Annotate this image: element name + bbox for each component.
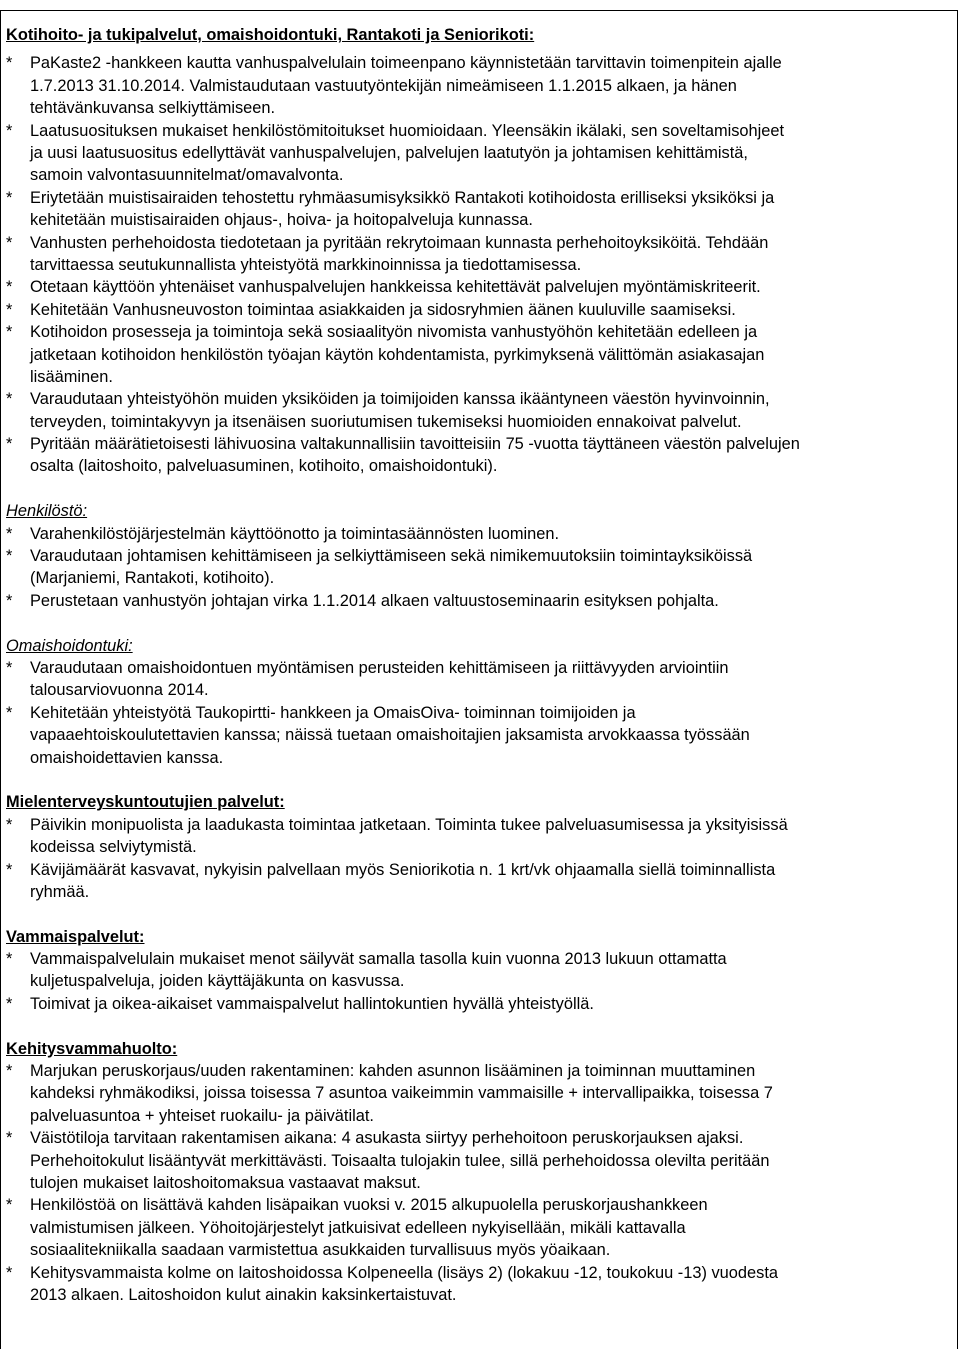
bullet-item	[6, 859, 952, 904]
bullet-marker: *	[6, 591, 13, 610]
bullet-text	[30, 948, 952, 993]
section-heading-omaishoidontuki: Omaishoidontuki:	[6, 636, 133, 655]
bullet-item	[6, 321, 952, 388]
bullet-item	[6, 702, 952, 769]
text-line: PaKaste2 -hankkeen kautta vanhuspalvelulain toimeenpano käynnistetään tarvittavin toimenpitein ajalle	[30, 54, 782, 73]
bullet-marker: *	[6, 233, 13, 252]
bullet-item	[6, 1194, 952, 1261]
text-line: Kehitetään Vanhusneuvoston toimintaa asiakkaiden ja sidosryhmien äänen kuuluville saamiseksi.	[30, 300, 736, 319]
text-line: 2013 alkaen. Laitoshoidon kulut ainakin kaksinkertaistuvat.	[30, 1285, 457, 1304]
text-line: Eriytetään muistisairaiden tehostettu ryhmäasumisyksikkö Rantakoti kotihoidosta erilliseksi yksiköksi ja	[30, 188, 775, 207]
bullet-item	[6, 299, 952, 321]
text-line: Kotihoidon prosesseja ja toimintoja sekä sosiaalityön nivomista vanhustyöhön kehitetään edelleen ja	[30, 323, 758, 342]
bullet-item	[6, 1060, 952, 1127]
bullet-text	[30, 299, 952, 321]
bullet-item	[6, 590, 952, 612]
bullet-text	[30, 1262, 952, 1307]
bullet-text	[30, 276, 952, 298]
text-line: tarvittaessa seutukunnallista yhteistyötä markkinoinnissa ja tiedottamisessa.	[30, 255, 582, 274]
bullet-marker: *	[6, 121, 13, 140]
bullet-marker: *	[6, 188, 13, 207]
bullet-item	[6, 52, 952, 119]
text-line: Kävijämäärät kasvavat, nykyisin palvellaan myös Seniorikotia n. 1 krt/vk ohjaamalla siellä toiminnallista	[30, 860, 776, 879]
text-line: osalta (laitoshoito, palveluasuminen, kotihoito, omaishoidontuki).	[30, 457, 498, 476]
text-line: Otetaan käyttöön yhtenäiset vanhuspalvelujen hankkeissa kehitettävät palvelujen myöntämiskriteerit.	[30, 278, 761, 297]
text-line: palveluasuntoa + yhteiset ruokailu- ja päivätilat.	[30, 1106, 374, 1125]
bullet-text	[30, 1060, 952, 1127]
bullet-marker: *	[6, 860, 13, 879]
text-line: omaishoidettavien kanssa.	[30, 748, 224, 767]
bullet-item	[6, 120, 952, 187]
text-line: Päivikin monipuolista ja laadukasta toimintaa jatketaan. Toiminta tukee palveluasumisessa ja yksityisissä	[30, 815, 788, 834]
bullet-marker: *	[6, 950, 13, 969]
bullet-text	[30, 232, 952, 277]
text-line: Varaudutaan omaishoidontuen myöntämisen perusteiden kehittämiseen ja riittävyyden arviointiin	[30, 659, 729, 677]
bullet-item	[6, 276, 952, 298]
text-line: ja uusi laatusuositus edellyttävät vanhuspalvelujen, palvelujen laatutyön ja johtamisen kehittämistä,	[30, 143, 748, 162]
main-heading: Kotihoito- ja tukipalvelut, omaishoidontuki, Rantakoti ja Seniorikoti:	[6, 26, 535, 44]
section-mielenterveys	[6, 769, 952, 903]
section-heading-henkilosto: Henkilöstö:	[6, 502, 88, 521]
bullet-text	[30, 321, 952, 388]
bullet-item	[6, 948, 952, 993]
text-line: Varaudutaan johtamisen kehittämiseen ja selkiyttämiseen sekä nimikemuutoksiin toimintayksiköissä	[30, 547, 753, 566]
bullet-text	[30, 590, 952, 612]
bullet-marker: *	[6, 1263, 13, 1282]
text-line: Pyritään määrätietoisesti lähivuosina valtakunnallisiin tavoitteisiin 75 -vuotta täyttäneen väestön palvelujen	[30, 435, 800, 454]
section-henkilosto	[6, 478, 952, 612]
text-line: kehitetään muistisairaiden ohjaus-, hoiva- ja hoitopalveluja kunnassa.	[30, 211, 533, 230]
text-line: 1.7.2013 31.10.2014. Valmistaudutaan vastuutyöntekijän nimeämiseen 1.1.2015 alkaen, ja hänen	[30, 76, 737, 95]
bullet-item	[6, 523, 952, 545]
text-line: samoin valvontasuunnitelmat/omavalvonta.	[30, 166, 344, 185]
text-line: talousarviovuonna 2014.	[30, 681, 209, 700]
bullet-text	[30, 388, 952, 433]
section-heading-mielenterveys: Mielenterveyskuntoutujien palvelut:	[6, 793, 285, 812]
bullet-marker: *	[6, 547, 13, 566]
text-line: Laatusuosituksen mukaiset henkilöstömitoitukset huomioidaan. Yleensäkin ikälaki, sen soveltamisohjeet	[30, 121, 785, 140]
text-line: Varahenkilöstöjärjestelmän käyttöönotto ja toimintasäännösten luominen.	[30, 524, 560, 543]
bullet-marker: *	[6, 300, 13, 319]
text-line: Henkilöstöä on lisättävä kahden lisäpaikan vuoksi v. 2015 alkupuolella peruskorjaushankkeen	[30, 1196, 708, 1215]
text-line: Varaudutaan yhteistyöhön muiden yksiköiden ja toimijoiden kanssa ikääntyneen väestön hyvinvoinnin,	[30, 390, 770, 409]
text-line: Väistötiloja tarvitaan rakentamisen aikana: 4 asukasta siirtyy perhehoitoon peruskorjauksen ajaksi.	[30, 1129, 744, 1148]
bullet-marker: *	[6, 994, 13, 1013]
bullet-item	[6, 1127, 952, 1194]
text-line: Kehitetään yhteistyötä Taukopirtti- hankkeen ja OmaisOiva- toiminnan toimijoiden ja	[30, 703, 636, 722]
bullet-marker: *	[6, 1129, 13, 1148]
bullet-text	[30, 52, 952, 119]
text-line: (Marjaniemi, Rantakoti, kotihoito).	[30, 569, 275, 588]
section-heading-kehitysvammahuolto: Kehitysvammahuolto:	[6, 1039, 178, 1058]
bullet-text	[30, 1194, 952, 1261]
text-line: Vammaispalvelulain mukaiset menot säilyvät samalla tasolla kuin vuonna 2013 lukuun ottamatta	[30, 950, 727, 969]
bullet-text	[30, 814, 952, 859]
text-line: valmistumisen jälkeen. Yöhoitojärjestelyt jatkuisivat edelleen nykyisellään, mikäli kattavalla	[30, 1218, 686, 1237]
text-line: jatketaan kotihoidon henkilöstön työajan käytön kohdentamista, pyrkimyksenä välittömän asiakasajan	[30, 345, 765, 364]
bullet-marker: *	[6, 659, 13, 677]
text-line: Kehitysvammaista kolme on laitoshoidossa Kolpeneella (lisäys 2) (lokakuu -12, toukokuu -13) vuodesta	[30, 1263, 778, 1282]
bullet-item	[6, 388, 952, 433]
bullet-marker: *	[6, 815, 13, 834]
text-line: Vanhusten perhehoidosta tiedotetaan ja pyritään rekrytoimaan kunnasta perhehoitoyksiköitä. Tehdään	[30, 233, 769, 252]
text-line: kuljetuspalveluja, joiden käyttäjäkunta on kasvussa.	[30, 972, 405, 991]
text-line: Marjukan peruskorjaus/uuden rakentaminen: kahden asunnon lisääminen ja toiminnan muuttaminen	[30, 1062, 756, 1081]
bullet-text	[30, 657, 952, 702]
bullet-marker: *	[6, 323, 13, 342]
bullet-item	[6, 993, 952, 1015]
section-kotihoito	[6, 52, 952, 477]
bullet-item	[6, 232, 952, 277]
bullet-item	[6, 1262, 952, 1307]
bullet-item	[6, 187, 952, 232]
section-kehitysvammahuolto	[6, 1015, 952, 1306]
bullet-marker: *	[6, 1196, 13, 1215]
bullet-marker: *	[6, 278, 13, 297]
section-omaishoidontuki	[6, 612, 952, 769]
bullet-text	[30, 702, 952, 769]
bullet-marker: *	[6, 435, 13, 454]
bullet-text	[30, 433, 952, 478]
bullet-text	[30, 187, 952, 232]
text-line: tulojen mukaiset laitoshoitomaksua vastaavat maksut.	[30, 1174, 421, 1192]
text-line: lisääminen.	[30, 367, 113, 386]
bullet-marker: *	[6, 524, 13, 543]
document-body	[6, 24, 952, 1306]
section-heading-vammaispalvelut: Vammaispalvelut:	[6, 927, 145, 946]
text-line: kahdeksi ryhmäkodiksi, joissa toisessa 7 asuntoa vaikeimmin vammaisille + intervallipaikka, toisessa 7	[30, 1084, 773, 1103]
text-line: terveyden, toimintakyvyn ja itsenäisen suoriutumisen tukemiseksi huomioiden ennakoivat palvelut.	[30, 412, 742, 431]
bullet-text	[30, 1127, 952, 1194]
bullet-text	[30, 993, 952, 1015]
section-vammaispalvelut	[6, 903, 952, 1015]
text-line: Perhehoitokulut lisääntyvät merkittävästi. Toisaalta tulojakin tulee, sillä perhehoidossa olevilta peritään	[30, 1151, 770, 1170]
text-line: Perustetaan vanhustyön johtajan virka 1.1.2014 alkaen valtuustoseminaarin esityksen pohjalta.	[30, 591, 719, 610]
bullet-marker: *	[6, 703, 13, 722]
bullet-text	[30, 523, 952, 545]
text-line: Toimivat ja oikea-aikaiset vammaispalvelut hallintokuntien hyvällä yhteistyöllä.	[30, 994, 594, 1013]
bullet-text	[30, 859, 952, 904]
bullet-marker: *	[6, 1062, 13, 1081]
sections-container	[6, 52, 952, 1306]
bullet-text	[30, 120, 952, 187]
text-line: sosiaalitekniikalla saadaan varmistettua asukkaiden turvallisuus myös yöaikaan.	[30, 1241, 611, 1260]
text-line: vapaaehtoiskoulutettavien kanssa; näissä tuetaan omaishoitajien jaksamista arvokkaassa työssään	[30, 726, 750, 745]
bullet-marker: *	[6, 54, 13, 73]
text-line: ryhmää.	[30, 882, 90, 901]
bullet-item	[6, 545, 952, 590]
bullet-text	[30, 545, 952, 590]
bullet-item	[6, 814, 952, 859]
text-line: kodeissa selviytymistä.	[30, 838, 197, 857]
bullet-item	[6, 433, 952, 478]
bullet-item	[6, 657, 952, 702]
bullet-marker: *	[6, 390, 13, 409]
text-line: tehtävänkuvansa selkiyttämiseen.	[30, 99, 276, 118]
